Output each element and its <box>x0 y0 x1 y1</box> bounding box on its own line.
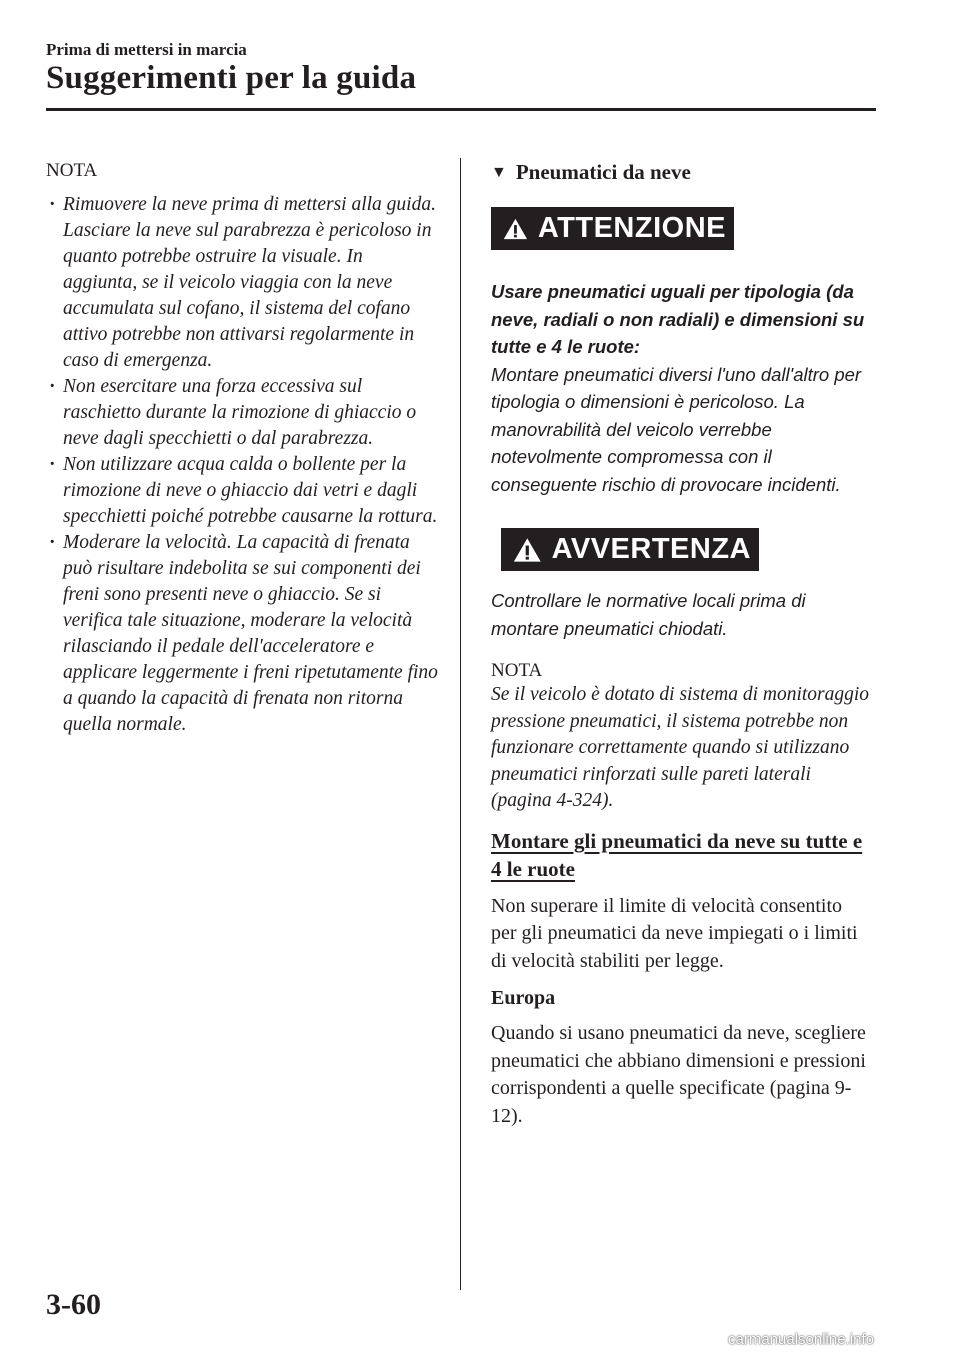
avvertenza-badge <box>501 528 759 571</box>
header-divider <box>46 108 876 111</box>
list-item <box>46 452 441 530</box>
europa-heading: Europa <box>491 987 556 1009</box>
list-item-text: Moderare la velocità. La capacità di frenata può risultare indebolita se sui componenti dei freni sono presenti neve o ghiaccio. Se si verifica tale situazione, moderare la velocità rilasciando il pedale dell'acceleratore e applicare leggermente i freni ripetutamente fino a quando la capacità di frenata non ritorna quella normale. <box>63 532 438 735</box>
attenzione-badge <box>491 207 734 250</box>
list-item <box>46 192 441 374</box>
page-title: Suggerimenti per la guida <box>46 60 417 96</box>
list-item-text: Non utilizzare acqua calda o bollente per la rimozione di neve o ghiaccio dai vetri e dagli specchietti poiché potrebbe causarne la rottura. <box>63 454 438 527</box>
bullet-icon: · <box>49 532 56 553</box>
nota-label: NOTA <box>491 660 543 681</box>
bullet-icon: · <box>49 376 56 397</box>
nota-label: NOTA <box>46 160 98 181</box>
speed-limit-paragraph: Non superare il limite di velocità consentito per gli pneumatici da neve impiegati o i limiti di velocità stabiliti per legge. <box>491 894 858 972</box>
attenzione-bold-text: Usare pneumatici uguali per tipologia (da neve, radiali o non radiali) e dimensioni su tutte e 4 le ruote: <box>491 281 865 357</box>
attenzione-body <box>491 278 871 498</box>
attenzione-text: Montare pneumatici diversi l'uno dall'altro per tipologia o dimensioni è pericoloso. La manovrabilità del veicolo verrebbe notevolmente compromessa con il conseguente rischio di provocare incidenti. <box>491 363 862 495</box>
warning-triangle-icon <box>513 535 542 565</box>
warning-triangle-icon <box>503 214 528 244</box>
column-divider <box>460 158 461 1290</box>
avvertenza-label: AVVERTENZA <box>551 533 751 565</box>
watermark: carmanualsonline.info <box>728 1331 874 1348</box>
attenzione-label: ATTENZIONE <box>537 212 726 244</box>
right-column <box>491 160 871 1130</box>
chapter-label: Prima di mettersi in marcia <box>46 40 247 59</box>
europa-paragraph: Quando si usano pneumatici da neve, scegliere pneumatici che abbiano dimensioni e pressioni corrispondenti a quelle specificate (pagina 9-12). <box>491 1022 866 1127</box>
list-item <box>46 374 441 452</box>
list-item-text: Non esercitare una forza eccessiva sul raschietto durante la rimozione di ghiaccio o neve dagli specchietti o dal parabrezza. <box>63 376 417 449</box>
nota-text: Se il veicolo è dotato di sistema di monitoraggio pressione pneumatici, il sistema potrebbe non funzionare correttamente quando si utilizzano pneumatici rinforzati sulle pareti laterali (pagina 4-324). <box>491 684 870 811</box>
section-heading <box>491 160 871 185</box>
page-number: 3-60 <box>46 1288 101 1321</box>
subheading-text: Montare gli pneumatici da neve su tutte e 4 le ruote <box>491 828 863 881</box>
bullet-icon: · <box>49 194 56 215</box>
section-title: Pneumatici da neve <box>515 160 691 184</box>
list-item <box>46 530 441 738</box>
list-item-text: Rimuovere la neve prima di mettersi alla guida. Lasciare la neve sul parabrezza è pericoloso in quanto potrebbe ostruire la visuale. In aggiunta, se il veicolo viaggia con la neve accumulata sul cofano, il sistema del cofano attivo potrebbe non attivarsi regolarmente in caso di emergenza. <box>63 194 436 371</box>
subheading <box>491 827 871 883</box>
triangle-down-icon: ▼ <box>491 163 507 181</box>
left-column <box>46 160 441 738</box>
nota-list <box>46 192 441 738</box>
bullet-icon: · <box>49 454 56 475</box>
avvertenza-text: Controllare le normative locali prima di montare pneumatici chiodati. <box>491 590 806 639</box>
